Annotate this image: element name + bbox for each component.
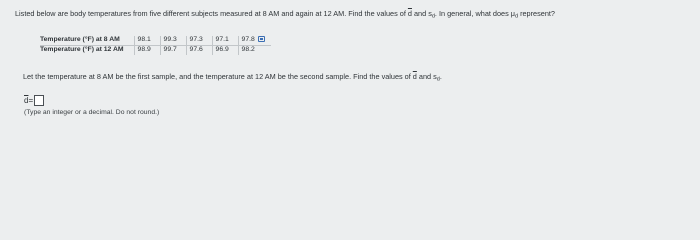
mu-subscript: d (514, 13, 519, 20)
question-text (15, 9, 695, 22)
question-part1: Listed below are body temperatures from five different subjects measured at 8 AM and again at 12 AM. Find the values of (15, 9, 408, 18)
instruction-part1: Let the temperature at 8 AM be the first sample, and the temperature at 12 AM be the second sample. Find the values of (23, 72, 413, 81)
temperature-table (40, 36, 271, 55)
d-bar-symbol: d (407, 9, 412, 18)
answer-hint: (Type an integer or a decimal. Do not round.) (24, 109, 160, 116)
s-subscript: d (436, 76, 440, 83)
question-part2: . In general, what does μ (434, 9, 515, 18)
d-bar-symbol: d (412, 72, 417, 81)
row-label: Temperature (°F) at 8 AM (40, 36, 134, 46)
table-cell-value: 97.8 (241, 36, 255, 44)
s-subscript: d (431, 13, 435, 20)
table-cell: 97.3 (186, 36, 212, 46)
table-cell: 98.9 (134, 46, 160, 56)
d-bar-answer-input[interactable] (34, 95, 44, 106)
table-cell: 98.2 (238, 46, 271, 56)
answer-row (24, 95, 44, 106)
table-row-12am (40, 46, 271, 56)
row-label: Temperature (°F) at 12 AM (40, 46, 124, 54)
table-cell (238, 36, 271, 46)
table-cell: 96.9 (212, 46, 238, 56)
table-cell: 99.3 (160, 36, 186, 46)
question-and: and s (411, 9, 432, 18)
instruction-end: . (439, 72, 442, 81)
instruction-and: and s (416, 72, 437, 81)
table-row-8am (40, 36, 271, 46)
equals-sign: = (28, 95, 34, 105)
table-cell: 97.1 (212, 36, 238, 46)
instruction-text (23, 72, 442, 85)
table-cell: 98.1 (134, 36, 160, 46)
table-cell: 97.6 (186, 46, 212, 56)
copy-data-icon[interactable] (258, 36, 265, 42)
question-part3: represent? (518, 9, 555, 18)
table-cell: 99.7 (160, 46, 186, 56)
d-bar-label: d (24, 95, 29, 105)
